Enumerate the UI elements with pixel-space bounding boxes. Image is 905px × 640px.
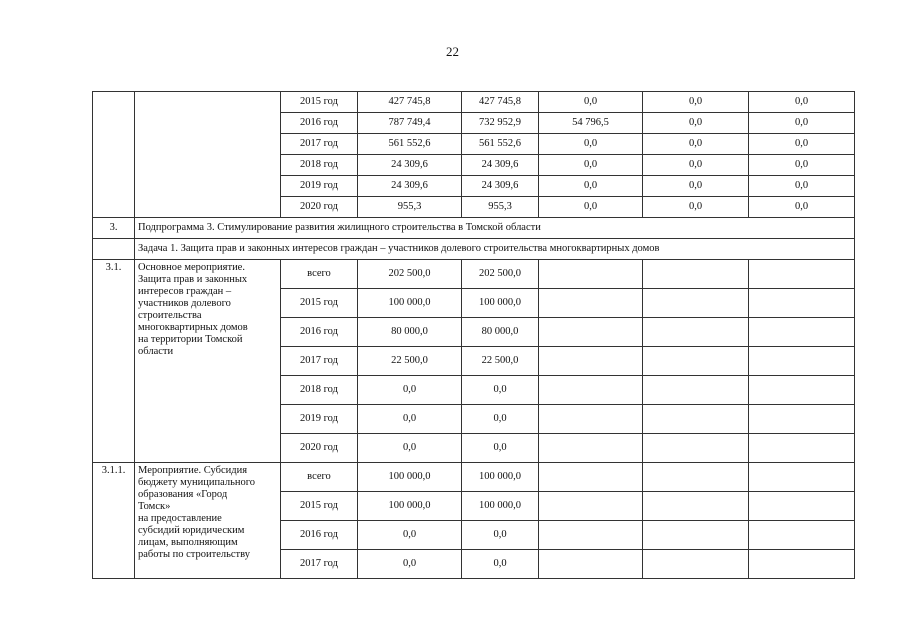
value-cell: 427 745,8 bbox=[358, 92, 462, 113]
value-cell: 955,3 bbox=[358, 197, 462, 218]
value-cell: 0,0 bbox=[358, 405, 462, 434]
value-cell: 0,0 bbox=[358, 521, 462, 550]
item-description bbox=[135, 260, 281, 463]
value-cell: 0,0 bbox=[643, 113, 749, 134]
empty-cell bbox=[539, 550, 643, 579]
empty-cell bbox=[749, 318, 855, 347]
description-line: Защита прав и законных bbox=[138, 274, 248, 285]
empty-cell bbox=[749, 376, 855, 405]
value-cell: 0,0 bbox=[749, 134, 855, 155]
year-cell: 2016 год bbox=[281, 113, 358, 134]
value-cell: 0,0 bbox=[539, 92, 643, 113]
year-cell: 2016 год bbox=[281, 318, 358, 347]
value-cell: 0,0 bbox=[643, 155, 749, 176]
value-cell: 202 500,0 bbox=[358, 260, 462, 289]
value-cell: 0,0 bbox=[462, 550, 539, 579]
empty-cell bbox=[749, 289, 855, 318]
value-cell: 100 000,0 bbox=[358, 463, 462, 492]
year-cell: всего bbox=[281, 260, 358, 289]
empty-cell bbox=[539, 318, 643, 347]
value-cell: 100 000,0 bbox=[462, 463, 539, 492]
year-cell: 2018 год bbox=[281, 155, 358, 176]
year-cell: 2019 год bbox=[281, 176, 358, 197]
description-line: участников долевого bbox=[138, 298, 231, 309]
value-cell: 24 309,6 bbox=[462, 155, 539, 176]
year-cell: всего bbox=[281, 463, 358, 492]
value-cell: 0,0 bbox=[539, 155, 643, 176]
subprogram-title: Подпрограмма 3. Стимулирование развития жилищного строительства в Томской области bbox=[135, 218, 855, 239]
value-cell: 100 000,0 bbox=[462, 492, 539, 521]
year-cell: 2018 год bbox=[281, 376, 358, 405]
description-line: интересов граждан – bbox=[138, 286, 232, 297]
empty-cell bbox=[643, 376, 749, 405]
empty-cell bbox=[643, 463, 749, 492]
empty-cell bbox=[643, 347, 749, 376]
value-cell: 561 552,6 bbox=[358, 134, 462, 155]
description-line: работы по строительству bbox=[138, 549, 250, 560]
value-cell: 100 000,0 bbox=[358, 492, 462, 521]
year-cell: 2017 год bbox=[281, 347, 358, 376]
value-cell: 24 309,6 bbox=[462, 176, 539, 197]
description-line: на предоставление bbox=[138, 513, 222, 524]
value-cell: 0,0 bbox=[462, 434, 539, 463]
description-line: образования «Город bbox=[138, 489, 228, 500]
empty-cell bbox=[643, 289, 749, 318]
empty-cell bbox=[749, 260, 855, 289]
description-line: строительства bbox=[138, 310, 202, 321]
empty-cell bbox=[749, 492, 855, 521]
value-cell: 0,0 bbox=[749, 176, 855, 197]
empty-cell bbox=[539, 492, 643, 521]
description-line: субсидий юридическим bbox=[138, 525, 245, 536]
value-cell: 0,0 bbox=[643, 134, 749, 155]
empty-cell bbox=[749, 550, 855, 579]
empty-cell bbox=[643, 492, 749, 521]
value-cell: 0,0 bbox=[643, 197, 749, 218]
value-cell: 0,0 bbox=[358, 550, 462, 579]
budget-table bbox=[92, 91, 855, 579]
year-cell: 2019 год bbox=[281, 405, 358, 434]
empty-cell bbox=[643, 521, 749, 550]
value-cell: 54 796,5 bbox=[539, 113, 643, 134]
value-cell: 80 000,0 bbox=[462, 318, 539, 347]
value-cell: 0,0 bbox=[539, 176, 643, 197]
value-cell: 24 309,6 bbox=[358, 155, 462, 176]
value-cell: 22 500,0 bbox=[358, 347, 462, 376]
empty-cell bbox=[643, 550, 749, 579]
year-cell: 2015 год bbox=[281, 92, 358, 113]
item-number: 3.1. bbox=[93, 260, 135, 463]
year-cell: 2016 год bbox=[281, 521, 358, 550]
description-line: лицам, выполняющим bbox=[138, 537, 238, 548]
empty-cell bbox=[539, 376, 643, 405]
value-cell: 24 309,6 bbox=[358, 176, 462, 197]
empty-cell bbox=[643, 260, 749, 289]
empty-cell bbox=[643, 318, 749, 347]
value-cell: 0,0 bbox=[462, 521, 539, 550]
empty-cell bbox=[749, 405, 855, 434]
year-cell: 2020 год bbox=[281, 197, 358, 218]
table-row bbox=[93, 463, 855, 492]
value-cell: 0,0 bbox=[749, 197, 855, 218]
value-cell: 0,0 bbox=[539, 134, 643, 155]
desc-cell bbox=[135, 92, 281, 218]
empty-cell bbox=[539, 260, 643, 289]
subprogram-row bbox=[93, 218, 855, 239]
value-cell: 0,0 bbox=[643, 176, 749, 197]
description-line: Основное мероприятие. bbox=[138, 262, 245, 273]
value-cell: 955,3 bbox=[462, 197, 539, 218]
description-line: на территории Томской bbox=[138, 334, 243, 345]
empty-cell bbox=[749, 434, 855, 463]
value-cell: 732 952,9 bbox=[462, 113, 539, 134]
value-cell: 0,0 bbox=[358, 376, 462, 405]
value-cell: 202 500,0 bbox=[462, 260, 539, 289]
value-cell: 22 500,0 bbox=[462, 347, 539, 376]
year-cell: 2020 год bbox=[281, 434, 358, 463]
year-cell: 2015 год bbox=[281, 289, 358, 318]
page-number: 22 bbox=[446, 44, 459, 59]
empty-cell bbox=[539, 347, 643, 376]
task-title: Задача 1. Защита прав и законных интересов граждан – участников долевого строительства многоквартирных домов bbox=[135, 239, 855, 260]
empty-cell bbox=[749, 463, 855, 492]
year-cell: 2017 год bbox=[281, 134, 358, 155]
value-cell: 0,0 bbox=[749, 155, 855, 176]
empty-cell bbox=[539, 289, 643, 318]
task-row bbox=[93, 239, 855, 260]
value-cell: 100 000,0 bbox=[358, 289, 462, 318]
year-cell: 2017 год bbox=[281, 550, 358, 579]
empty-cell bbox=[539, 405, 643, 434]
value-cell: 0,0 bbox=[462, 405, 539, 434]
value-cell: 80 000,0 bbox=[358, 318, 462, 347]
empty-cell bbox=[643, 434, 749, 463]
num-cell bbox=[93, 92, 135, 218]
item-number: 3.1.1. bbox=[93, 463, 135, 579]
table-row bbox=[93, 92, 855, 113]
value-cell: 100 000,0 bbox=[462, 289, 539, 318]
value-cell: 0,0 bbox=[462, 376, 539, 405]
value-cell: 0,0 bbox=[539, 197, 643, 218]
empty-cell bbox=[749, 521, 855, 550]
description-line: Томск» bbox=[138, 501, 171, 512]
value-cell: 0,0 bbox=[749, 92, 855, 113]
empty-cell bbox=[749, 347, 855, 376]
empty-cell bbox=[539, 463, 643, 492]
empty-cell bbox=[539, 434, 643, 463]
description-line: бюджету муниципального bbox=[138, 477, 256, 488]
empty-cell bbox=[643, 405, 749, 434]
value-cell: 561 552,6 bbox=[462, 134, 539, 155]
table-row bbox=[93, 260, 855, 289]
value-cell: 0,0 bbox=[749, 113, 855, 134]
description-line: Мероприятие. Субсидия bbox=[138, 465, 248, 476]
description-line: области bbox=[138, 346, 174, 357]
item-description bbox=[135, 463, 281, 579]
value-cell: 787 749,4 bbox=[358, 113, 462, 134]
value-cell: 0,0 bbox=[643, 92, 749, 113]
description-line: многоквартирных домов bbox=[138, 322, 248, 333]
empty-cell bbox=[539, 521, 643, 550]
empty-cell bbox=[93, 239, 135, 260]
subprogram-number: 3. bbox=[93, 218, 135, 239]
value-cell: 0,0 bbox=[358, 434, 462, 463]
year-cell: 2015 год bbox=[281, 492, 358, 521]
value-cell: 427 745,8 bbox=[462, 92, 539, 113]
